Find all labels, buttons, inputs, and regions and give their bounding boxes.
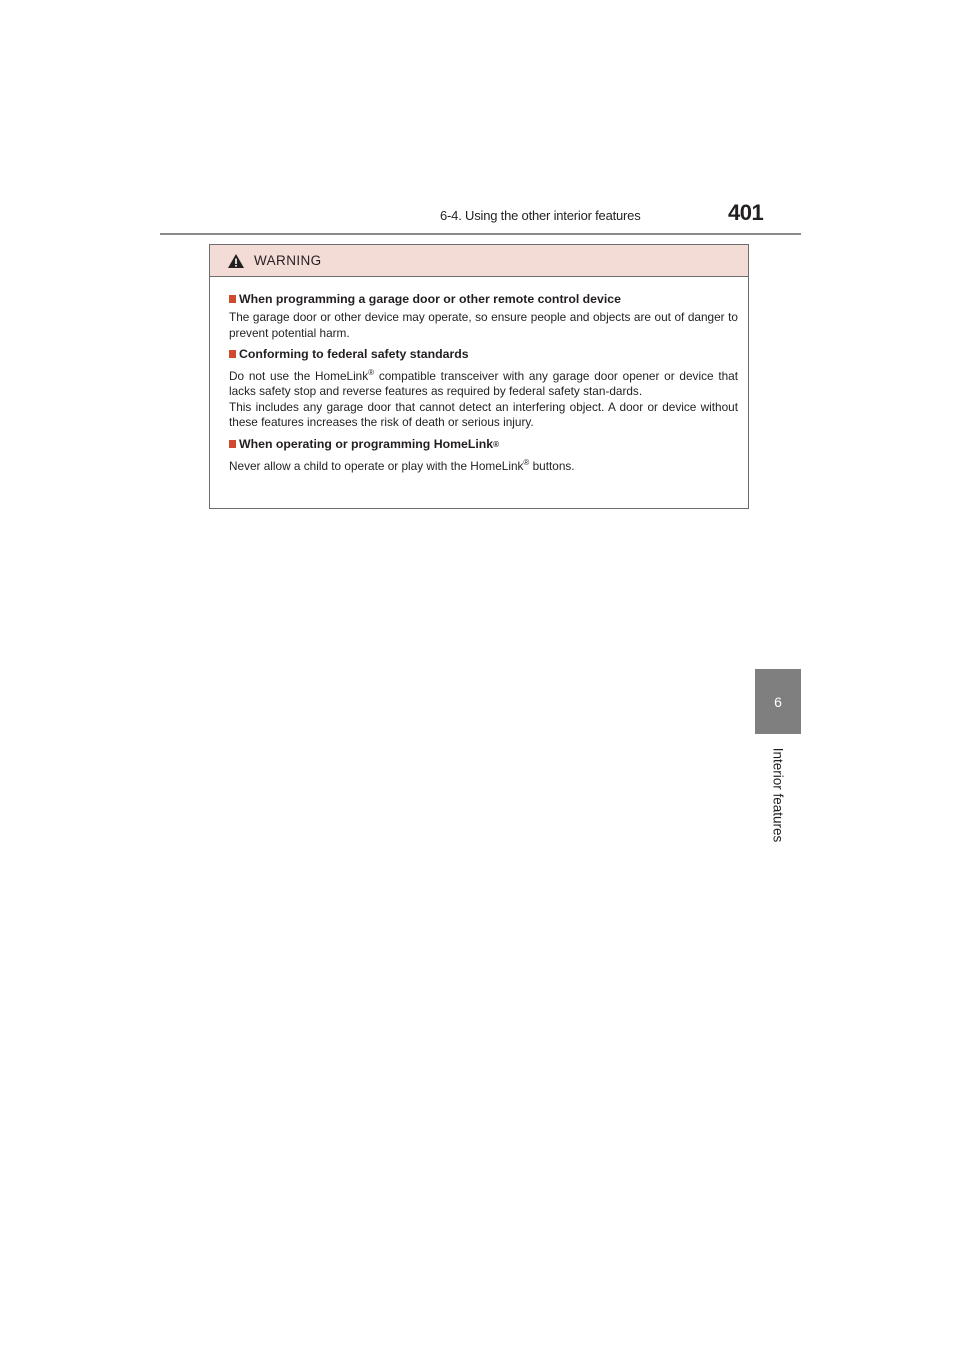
registered-mark: ® [493,439,500,449]
warning-label: WARNING [254,253,322,268]
chapter-title: Interior features [770,747,786,843]
warning-item-title: When programming a garage door or other remote control device [229,291,738,308]
warning-item [229,346,738,431]
warning-triangle-icon [227,253,245,269]
section-title: 6-4. Using the other interior features [440,208,641,223]
page-number: 401 [728,200,764,225]
square-bullet-icon [229,295,236,303]
warning-item-text: This includes any garage door that cannot detect an interfering object. A door or device without these features increases the risk of death or serious injury. [229,399,738,430]
warning-item [229,436,738,474]
warning-item-title: When operating or programming HomeLink ® [229,436,738,453]
warning-header [210,245,748,277]
chapter-tab [755,669,801,734]
registered-mark: ® [523,457,530,467]
warning-item [229,291,738,341]
warning-body [210,277,748,474]
header-rule [160,233,801,235]
warning-item-title: Conforming to federal safety standards [229,346,738,363]
registered-mark: ® [368,368,375,377]
warning-item-text: The garage door or other device may operate, so ensure people and objects are out of danger to prevent potential harm. [229,310,738,340]
square-bullet-icon [229,350,236,358]
warning-box [209,244,749,509]
warning-item-text: Do not use the HomeLink® compatible transceiver with any garage door opener or device that lacks safety stop and reverse features as required by federal safety stan-dards. [229,368,738,399]
chapter-number: 6 [774,693,782,710]
warning-item-text: Never allow a child to operate or play with the HomeLink® buttons. [229,457,575,473]
square-bullet-icon [229,440,236,448]
